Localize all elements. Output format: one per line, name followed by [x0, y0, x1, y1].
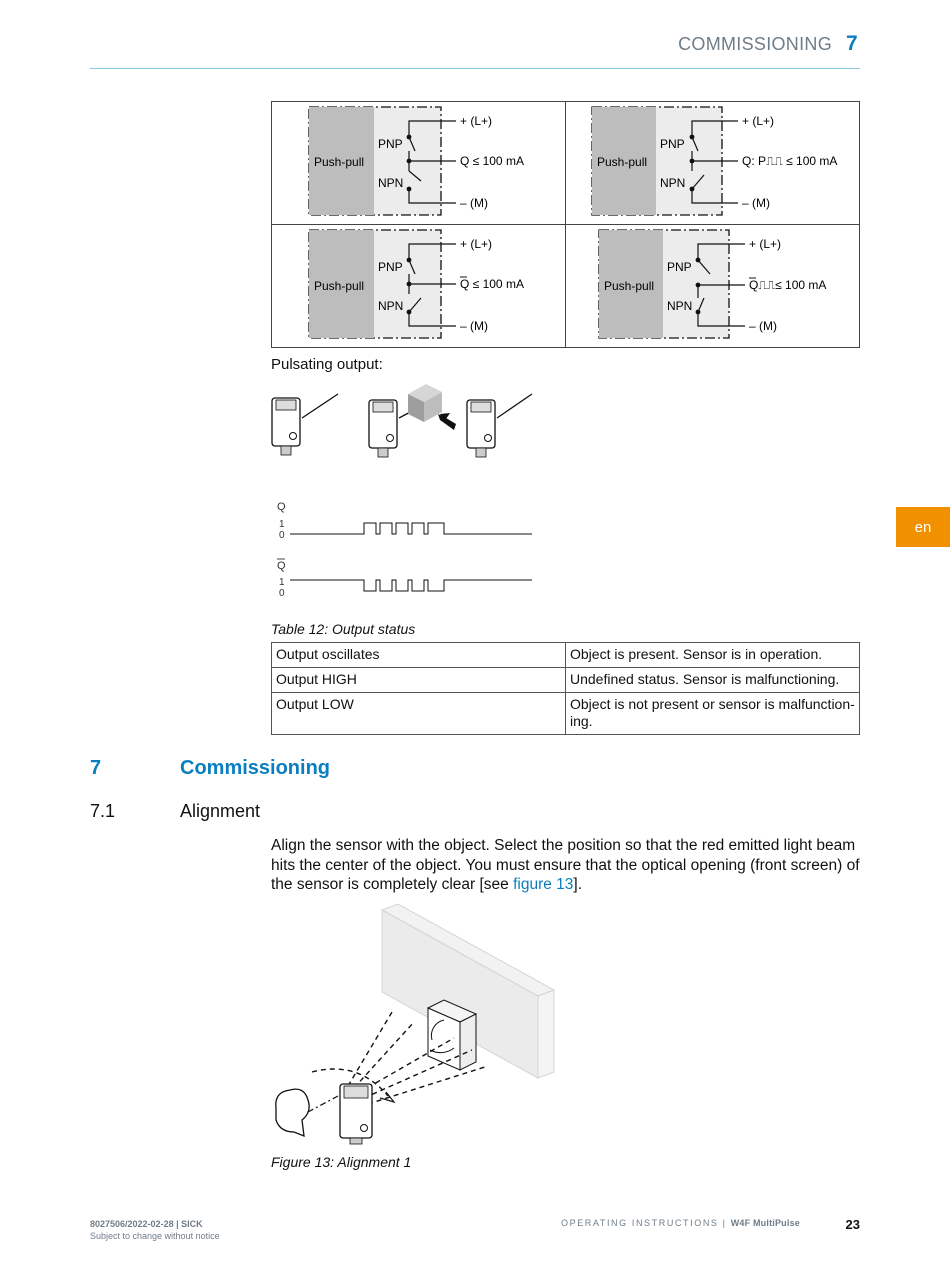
pulse-timing-diagram: [272, 496, 537, 602]
header-chapter-number: 7: [846, 32, 858, 55]
push-pull-label: Push-pull: [314, 279, 365, 293]
output-label: Q⎍⎍≤ 100 mA: [749, 278, 827, 292]
subsection-title: Alignment: [180, 801, 261, 821]
language-tab-label: en: [914, 518, 932, 536]
high-level-label: 1: [279, 519, 285, 530]
plus-label: + (L+): [742, 114, 775, 128]
handheld-sensor-icon: [340, 1084, 372, 1144]
output-label: Q ≤ 100 mA: [460, 277, 524, 291]
footer-document-type: [540, 1218, 800, 1228]
movement-arrow-icon: [438, 413, 456, 430]
table-caption: Table 12: Output status: [271, 621, 416, 637]
pnp-label: PNP: [378, 137, 403, 151]
section-title: Commissioning: [180, 757, 331, 779]
high-level-label: 1: [279, 577, 285, 588]
table-cell-state: Output HIGH: [272, 668, 566, 693]
table-cell-meaning: Object is not present or sensor is malfunction-ing.: [566, 693, 860, 735]
q-inverted-signal-label: Q: [277, 560, 286, 572]
minus-label: – (M): [749, 319, 777, 333]
table-row: [272, 643, 860, 668]
alignment-paragraph: [271, 836, 861, 895]
footer-document-id: 8027506/2022-02-28 | SICK: [90, 1219, 203, 1229]
footer-product-name: W4F MultiPulse: [730, 1218, 800, 1228]
pnp-label: PNP: [660, 137, 685, 151]
language-tab[interactable]: [896, 507, 950, 547]
plus-label: + (L+): [460, 237, 493, 251]
table-cell-meaning: Undefined status. Sensor is malfunctioning.: [566, 668, 860, 693]
subsection-number: 7.1: [90, 801, 116, 821]
beam-arrow-icon: [380, 1092, 394, 1102]
figure-caption: Figure 13: Alignment 1: [271, 1154, 412, 1170]
paragraph-text-end: ].: [573, 876, 583, 893]
output-status-table: [271, 642, 860, 735]
wiring-cell-2: [592, 107, 837, 215]
table-cell-state: Output oscillates: [272, 643, 566, 668]
figure-13-link[interactable]: figure 13: [513, 876, 574, 893]
table-cell-meaning: Object is present. Sensor is in operation.: [566, 643, 860, 668]
plus-label: + (L+): [749, 237, 782, 251]
low-level-label: 0: [279, 530, 285, 541]
footer-doc-type: OPERATING INSTRUCTIONS |: [561, 1218, 731, 1228]
plus-label: + (L+): [460, 114, 493, 128]
section-number: 7: [90, 757, 102, 779]
sensor-right-icon: [467, 394, 532, 457]
minus-label: – (M): [460, 319, 488, 333]
header-chapter-title: COMMISSIONING: [678, 34, 832, 54]
sensor-left-icon: [272, 394, 338, 455]
wiring-diagram-table: [271, 101, 860, 348]
wiring-cell-4: [599, 230, 826, 338]
header-divider: [90, 68, 860, 69]
npn-label: NPN: [667, 299, 693, 313]
pnp-label: PNP: [667, 260, 692, 274]
low-level-label: 0: [279, 588, 285, 599]
footer-notice: Subject to change without notice: [90, 1231, 220, 1241]
minus-label: – (M): [460, 196, 488, 210]
npn-label: NPN: [660, 176, 686, 190]
mounted-sensor-icon: [428, 1000, 476, 1070]
footer-document-info: [90, 1218, 220, 1242]
npn-label: NPN: [378, 299, 404, 313]
pulsating-output-label: Pulsating output:: [271, 356, 383, 373]
push-pull-label: Push-pull: [314, 155, 365, 169]
wiring-cell-1: [309, 107, 524, 215]
output-label: Q: P⎍⎍ ≤ 100 mA: [742, 154, 838, 168]
table-row: [272, 693, 860, 735]
pnp-label: PNP: [378, 260, 403, 274]
q-signal-label: Q: [277, 501, 286, 513]
paragraph-text: Align the sensor with the object. Select the position so that the red emitted light beam hits the center of the object. You must ensure that the optical opening (front screen) of the sensor is completely clear [see: [271, 837, 860, 893]
push-pull-label: Push-pull: [604, 279, 655, 293]
user-head-icon: [276, 1089, 338, 1136]
npn-label: NPN: [378, 176, 404, 190]
sensor-illustration: [268, 380, 538, 462]
push-pull-label: Push-pull: [597, 155, 648, 169]
table-row: [272, 668, 860, 693]
alignment-illustration: [268, 900, 563, 1145]
output-label: Q ≤ 100 mA: [460, 154, 524, 168]
table-cell-state: Output LOW: [272, 693, 566, 735]
object-cube-icon: [408, 384, 442, 422]
minus-label: – (M): [742, 196, 770, 210]
wiring-cell-3: [309, 230, 524, 338]
page-number: 23: [845, 1217, 860, 1232]
